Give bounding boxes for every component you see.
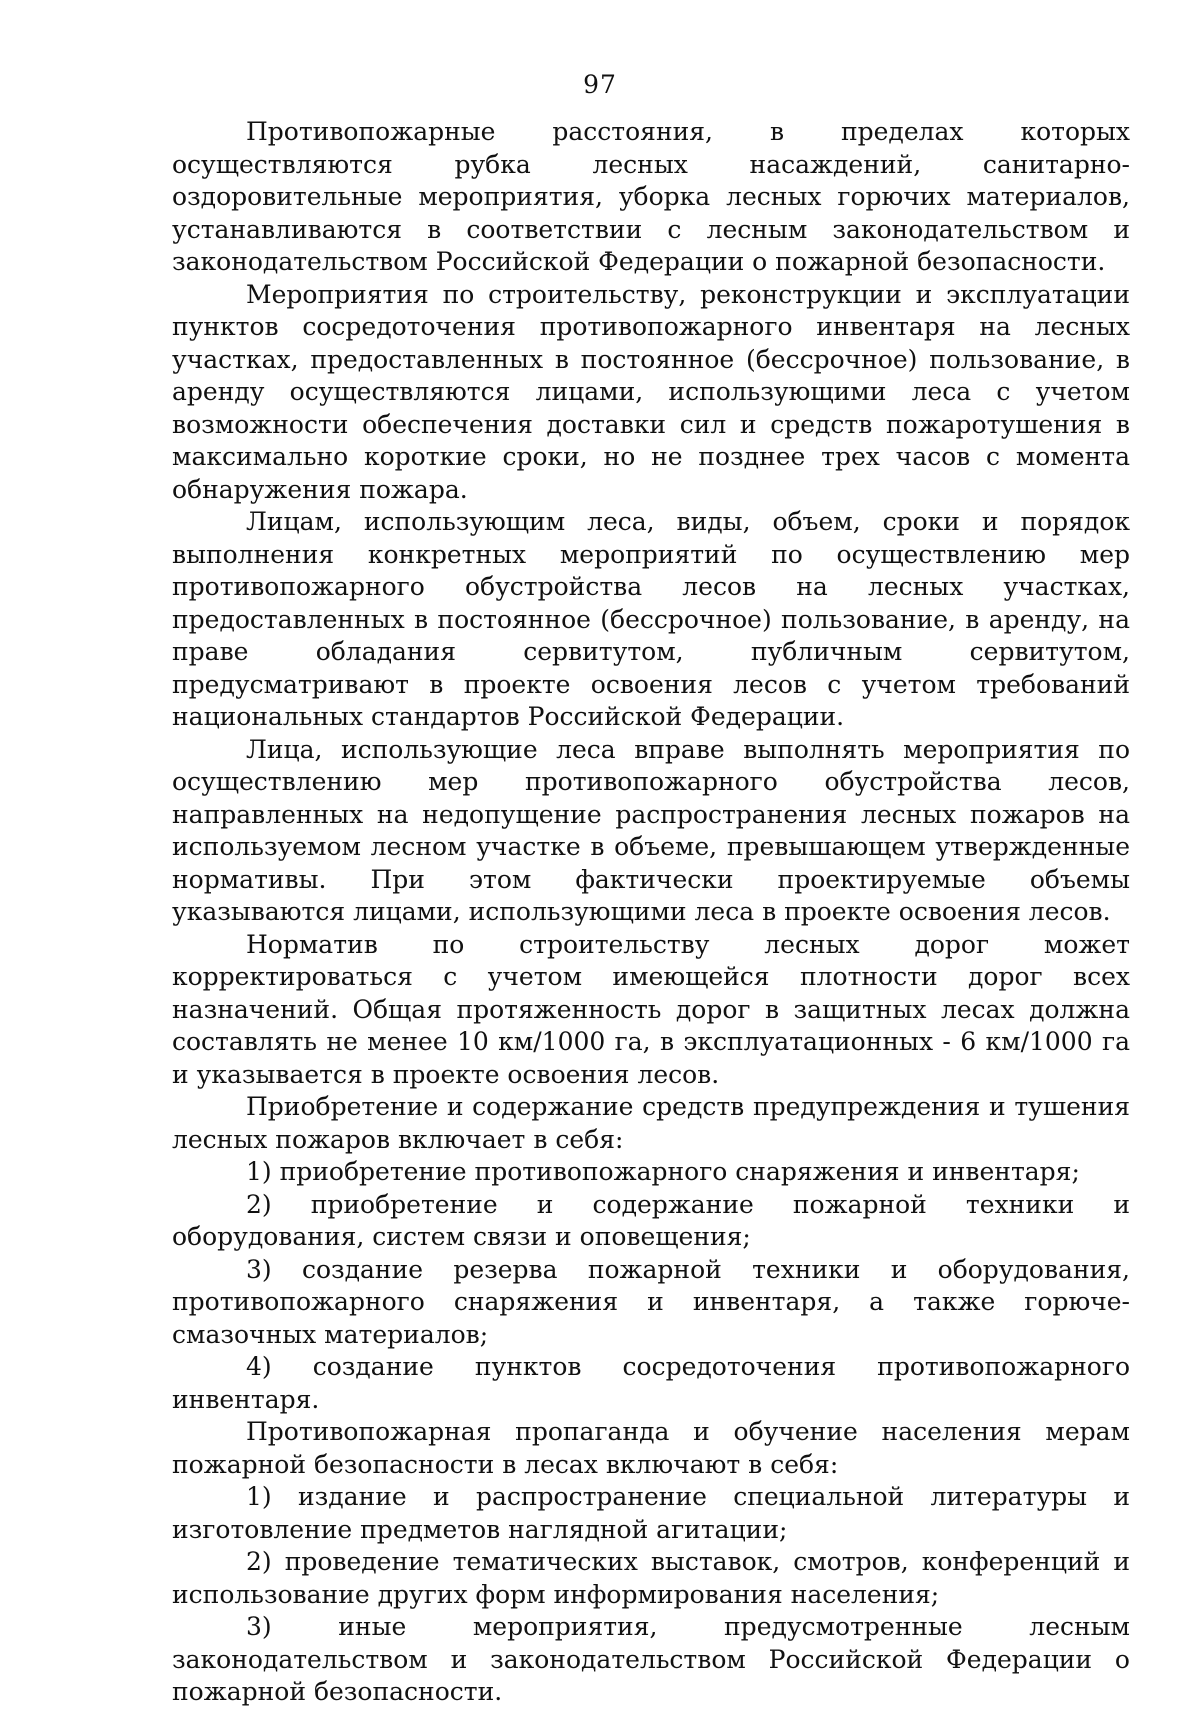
paragraph-fire-distances: Противопожарные расстояния, в пределах которых осуществляются рубка лесных насаждений, санитарно-оздоровительные мероприятия, уборка лесных горючих материалов, устанавливаются в соответствии с лесным законодательством и законодательством Российской Федерации о пожарной безопасности. — [172, 117, 1130, 276]
list-item-equipment-3: 3) создание резерва пожарной техники и оборудования, противопожарного снаряжения и инвентаря, а также горюче-смазочных материалов; — [172, 1254, 1130, 1349]
paragraph-forest-users-measures: Лицам, использующим леса, виды, объем, сроки и порядок выполнения конкретных мероприятий по осуществлению мер противопожарного обустройства лесов на лесных участках, предоставленных в постоянное (бессрочное) пользование, в аренду, на праве обладания сервитутом, публичным сервитутом, предусматривают в проекте освоения лесов с учетом требований национальных стандартов Российской Федерации. — [172, 507, 1130, 731]
paragraph-propaganda-intro: Противопожарная пропаганда и обучение населения мерам пожарной безопасности в лесах включают в себя: — [172, 1417, 1130, 1479]
paragraph-extra-measures: Лица, использующие леса вправе выполнять мероприятия по осуществлению мер противопожарного обустройства лесов, направленных на недопущение распространения лесных пожаров на используемом лесном участке в объеме, превышающем утвержденные нормативы. При этом фактически проектируемые объемы указываются лицами, использующими леса в проекте освоения лесов. — [172, 734, 1130, 926]
list-item-equipment-1: 1) приобретение противопожарного снаряжения и инвентаря; — [246, 1157, 1080, 1186]
page-number: 97 — [583, 70, 617, 99]
list-item-propaganda-1: 1) издание и распространение специальной литературы и изготовление предметов наглядной агитации; — [172, 1482, 1130, 1544]
list-item-equipment-2: 2) приобретение и содержание пожарной техники и оборудования, систем связи и оповещения; — [172, 1189, 1130, 1251]
list-item-propaganda-3: 3) иные мероприятия, предусмотренные лесным законодательством и законодательством Российской Федерации о пожарной безопасности. — [172, 1612, 1130, 1706]
paragraph-road-standard: Норматив по строительству лесных дорог может корректироваться с учетом имеющейся плотности дорог всех назначений. Общая протяженность дорог в защитных лесах должна составлять не менее 10 км/1000 га, в эксплуатационных - 6 км/1000 га и указывается в проекте освоения лесов. — [172, 929, 1130, 1089]
paragraph-equipment-intro: Приобретение и содержание средств предупреждения и тушения лесных пожаров включает в себя: — [172, 1092, 1130, 1154]
paragraph-inventory-points: Мероприятия по строительству, реконструкции и эксплуатации пунктов сосредоточения противопожарного инвентаря на лесных участках, предоставленных в постоянное (бессрочное) пользование, в аренду осуществляются лицами, использующими леса с учетом возможности обеспечения доставки сил и средств пожаротушения в максимально короткие сроки, но не позднее трех часов с момента обнаружения пожара. — [172, 279, 1130, 504]
list-item-equipment-4: 4) создание пунктов сосредоточения противопожарного инвентаря. — [172, 1352, 1130, 1414]
document-body — [172, 116, 1130, 1709]
list-item-propaganda-2: 2) проведение тематических выставок, смотров, конференций и использование других форм информирования населения; — [172, 1547, 1130, 1609]
